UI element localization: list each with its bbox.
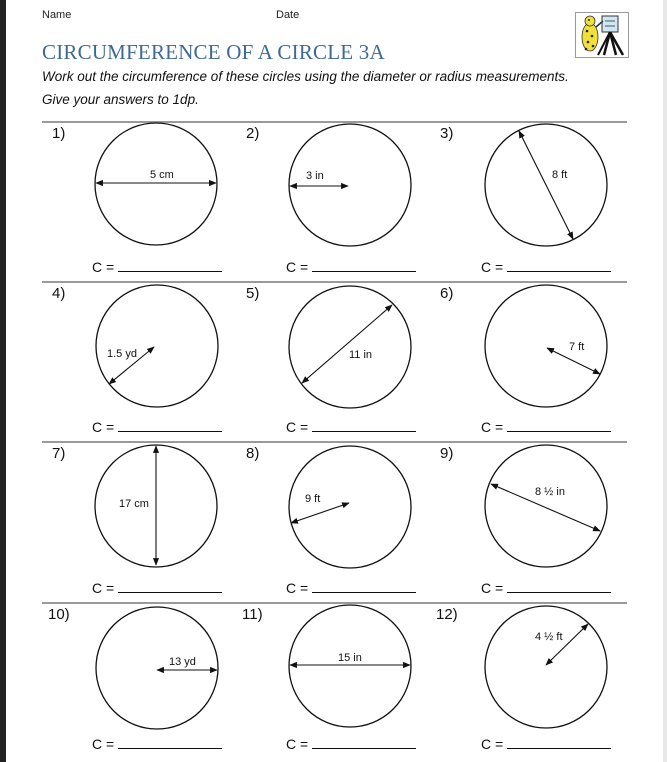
measurement-label: 5 cm (150, 169, 174, 181)
question-number: 6) (440, 285, 454, 302)
measurement-label: 9 ft (305, 493, 321, 505)
measurement-label: 3 in (306, 170, 324, 182)
circle-8 (289, 446, 411, 568)
answer-field-5[interactable] (286, 419, 416, 435)
answer-field-2[interactable] (286, 259, 416, 275)
circle-1 (95, 123, 217, 245)
worksheet-title: CIRCUMFERENCE OF A CIRCLE 3A (42, 40, 385, 64)
answer-field-1[interactable] (92, 259, 222, 275)
answer-field-3[interactable] (481, 259, 611, 275)
question-number: 1) (52, 125, 66, 142)
answer-prefix: C = (286, 259, 309, 275)
answer-field-9[interactable] (481, 580, 611, 596)
question-number: 9) (440, 445, 454, 462)
answer-prefix: C = (92, 580, 115, 596)
answer-blank[interactable] (312, 259, 416, 272)
measurement-label: 8 ½ in (535, 486, 565, 498)
instruction-line-2: Give your answers to 1dp. (42, 92, 199, 107)
measurement-label: 15 in (338, 652, 362, 664)
answer-prefix: C = (286, 419, 309, 435)
circle-2 (289, 124, 411, 246)
answer-blank[interactable] (312, 580, 416, 593)
measurement-label: 8 ft (552, 169, 568, 181)
question-number: 12) (436, 606, 458, 623)
answer-blank[interactable] (118, 580, 222, 593)
measurement-label: 7 ft (569, 341, 585, 353)
measurement-label: 4 ½ ft (535, 631, 563, 643)
answer-prefix: C = (481, 580, 504, 596)
answer-blank[interactable] (118, 736, 222, 749)
answer-prefix: C = (481, 736, 504, 752)
answer-blank[interactable] (507, 580, 611, 593)
answer-field-7[interactable] (92, 580, 222, 596)
circle-5 (289, 286, 411, 408)
answer-field-12[interactable] (481, 736, 611, 752)
question-number: 5) (246, 285, 260, 302)
circle-4 (96, 285, 218, 407)
question-number: 8) (246, 445, 260, 462)
answer-field-6[interactable] (481, 419, 611, 435)
answer-field-8[interactable] (286, 580, 416, 596)
answer-blank[interactable] (312, 736, 416, 749)
circle-10 (96, 607, 218, 729)
answer-blank[interactable] (507, 419, 611, 432)
answer-prefix: C = (286, 580, 309, 596)
circle-6 (485, 285, 607, 407)
question-number: 7) (52, 445, 66, 462)
circle-11 (289, 605, 411, 727)
answer-blank[interactable] (118, 259, 222, 272)
measurement-label: 13 yd (169, 656, 196, 668)
question-number: 4) (52, 285, 66, 302)
circle-9 (485, 445, 607, 567)
question-number: 3) (440, 125, 454, 142)
answer-prefix: C = (92, 736, 115, 752)
name-label: Name (42, 9, 72, 21)
answer-field-10[interactable] (92, 736, 222, 752)
answer-prefix: C = (286, 736, 309, 752)
measurement-label: 11 in (349, 349, 373, 361)
answer-field-11[interactable] (286, 736, 416, 752)
measurement-label: 1.5 yd (107, 348, 137, 360)
answer-prefix: C = (481, 259, 504, 275)
answer-blank[interactable] (118, 419, 222, 432)
circle-12 (485, 606, 607, 728)
answer-field-4[interactable] (92, 419, 222, 435)
answer-prefix: C = (481, 419, 504, 435)
answer-blank[interactable] (507, 736, 611, 749)
answer-blank[interactable] (312, 419, 416, 432)
question-number: 11) (242, 606, 263, 623)
answer-prefix: C = (92, 259, 115, 275)
instruction-line-1: Work out the circumference of these circles using the diameter or radius measurements. (42, 69, 569, 84)
measurement-label: 17 cm (119, 498, 149, 510)
answer-prefix: C = (92, 419, 115, 435)
question-number: 2) (246, 125, 260, 142)
date-label: Date (276, 9, 300, 21)
question-number: 10) (48, 606, 70, 623)
answer-blank[interactable] (507, 259, 611, 272)
